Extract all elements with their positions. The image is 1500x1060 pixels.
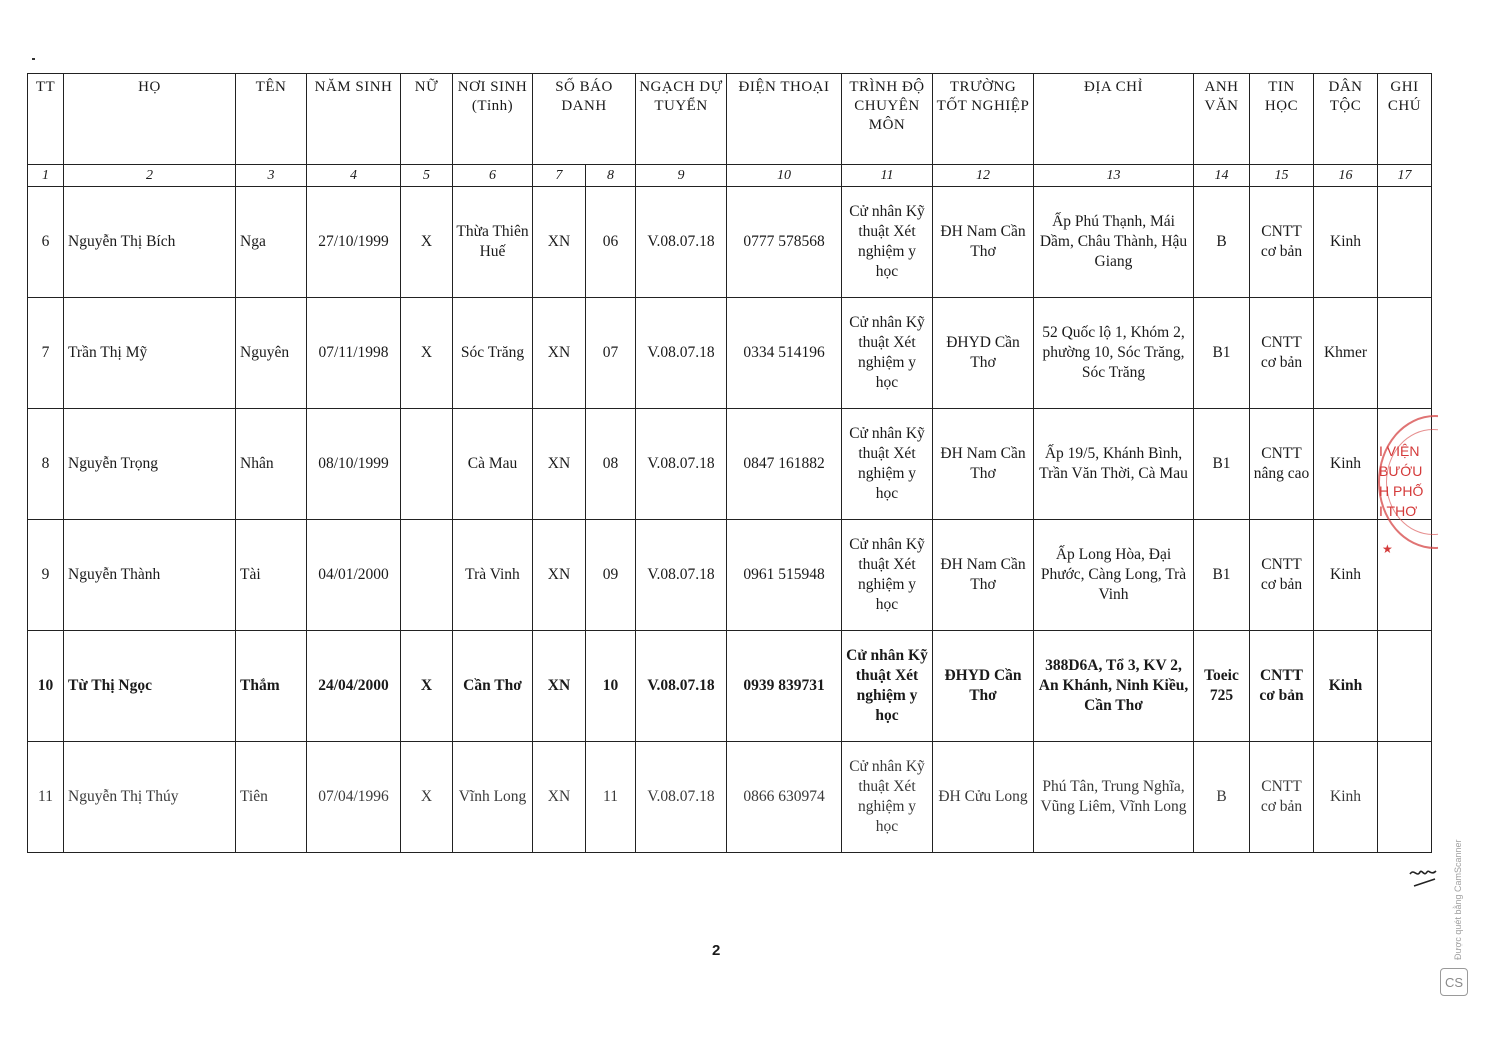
cell-dien-thoai: 0777 578568 xyxy=(727,187,842,298)
cell-ten: Tiên xyxy=(236,742,307,853)
cell-noi-sinh: Thừa Thiên Huế xyxy=(453,187,533,298)
cell-tt: 6 xyxy=(28,187,64,298)
cell-trinh-do: Cử nhân Kỹ thuật Xét nghiệm y học xyxy=(842,631,933,742)
cell-sbd-code: XN xyxy=(533,298,586,409)
scanner-watermark: Được quét bằng CamScanner xyxy=(1453,839,1463,960)
cell-truong: ĐHYD Cần Thơ xyxy=(933,631,1034,742)
cell-ho: Từ Thị Ngọc xyxy=(64,631,236,742)
cell-ten: Tài xyxy=(236,520,307,631)
cell-ngach: V.08.07.18 xyxy=(636,298,727,409)
page-number: 2 xyxy=(712,942,721,959)
cell-nu xyxy=(401,409,453,520)
cell-nam-sinh: 08/10/1999 xyxy=(307,409,401,520)
cell-anh-van: B1 xyxy=(1194,298,1250,409)
col-num: 14 xyxy=(1194,165,1250,187)
col-num: 7 xyxy=(533,165,586,187)
cell-noi-sinh: Cần Thơ xyxy=(453,631,533,742)
col-num: 8 xyxy=(586,165,636,187)
cell-dan-toc: Kinh xyxy=(1314,520,1378,631)
header-dien-thoai: ĐIỆN THOẠI xyxy=(727,74,842,165)
table-row xyxy=(28,409,1432,520)
cell-dia-chi: Phú Tân, Trung Nghĩa, Vũng Liêm, Vĩnh Long xyxy=(1034,742,1194,853)
cell-truong: ĐH Nam Cần Thơ xyxy=(933,409,1034,520)
col-num: 12 xyxy=(933,165,1034,187)
signature-mark xyxy=(1408,862,1440,894)
cell-dien-thoai: 0939 839731 xyxy=(727,631,842,742)
col-num: 2 xyxy=(64,165,236,187)
cell-ngach: V.08.07.18 xyxy=(636,409,727,520)
scan-speck xyxy=(32,58,35,60)
cell-truong: ĐH Nam Cần Thơ xyxy=(933,187,1034,298)
cell-truong: ĐH Nam Cần Thơ xyxy=(933,520,1034,631)
cell-dan-toc: Kinh xyxy=(1314,187,1378,298)
table-row xyxy=(28,631,1432,742)
col-num: 6 xyxy=(453,165,533,187)
cell-dia-chi: Ấp 19/5, Khánh Bình, Trần Văn Thời, Cà Mau xyxy=(1034,409,1194,520)
cell-sbd-code: XN xyxy=(533,520,586,631)
cell-sbd-number: 06 xyxy=(586,187,636,298)
cell-dan-toc: Kinh xyxy=(1314,742,1378,853)
camscanner-logo-icon: CS xyxy=(1440,968,1468,996)
cell-ngach: V.08.07.18 xyxy=(636,631,727,742)
cell-nam-sinh: 27/10/1999 xyxy=(307,187,401,298)
cell-tin-hoc: CNTT cơ bản xyxy=(1250,631,1314,742)
cell-ghi-chu xyxy=(1378,742,1432,853)
cell-trinh-do: Cử nhân Kỹ thuật Xét nghiệm y học xyxy=(842,742,933,853)
cell-sbd-number: 11 xyxy=(586,742,636,853)
header-tin-hoc: TIN HỌC xyxy=(1250,74,1314,165)
cell-dan-toc: Khmer xyxy=(1314,298,1378,409)
cell-dien-thoai: 0334 514196 xyxy=(727,298,842,409)
cell-sbd-code: XN xyxy=(533,631,586,742)
seal-line: I THƠ xyxy=(1379,503,1418,519)
cell-tin-hoc: CNTT cơ bản xyxy=(1250,520,1314,631)
cell-ho: Nguyễn Thị Bích xyxy=(64,187,236,298)
cell-tin-hoc: CNTT cơ bản xyxy=(1250,298,1314,409)
seal-line: BƯỚU xyxy=(1379,463,1423,479)
cell-ten: Nguyên xyxy=(236,298,307,409)
cell-ngach: V.08.07.18 xyxy=(636,520,727,631)
cell-ho: Nguyễn Thị Thúy xyxy=(64,742,236,853)
col-num: 3 xyxy=(236,165,307,187)
cell-nu xyxy=(401,520,453,631)
col-num: 16 xyxy=(1314,165,1378,187)
header-truong: TRƯỜNG TỐT NGHIỆP xyxy=(933,74,1034,165)
header-anh-van: ANH VĂN xyxy=(1194,74,1250,165)
header-nam-sinh: NĂM SINH xyxy=(307,74,401,165)
header-row xyxy=(28,74,1432,165)
cell-nam-sinh: 07/11/1998 xyxy=(307,298,401,409)
cell-anh-van: Toeic 725 xyxy=(1194,631,1250,742)
cell-truong: ĐHYD Cần Thơ xyxy=(933,298,1034,409)
header-ngach: NGẠCH DỰ TUYỂN xyxy=(636,74,727,165)
col-num: 5 xyxy=(401,165,453,187)
header-noi-sinh: NƠI SINH (Tỉnh) xyxy=(453,74,533,165)
cell-tt: 7 xyxy=(28,298,64,409)
cell-ho: Nguyễn Thành xyxy=(64,520,236,631)
header-dan-toc: DÂN TỘC xyxy=(1314,74,1378,165)
cell-trinh-do: Cử nhân Kỹ thuật Xét nghiệm y học xyxy=(842,520,933,631)
seal-line: H PHỐ xyxy=(1379,483,1424,499)
col-num: 1 xyxy=(28,165,64,187)
cell-ho: Nguyễn Trọng xyxy=(64,409,236,520)
header-ten: TÊN xyxy=(236,74,307,165)
cell-dien-thoai: 0847 161882 xyxy=(727,409,842,520)
cell-truong: ĐH Cửu Long xyxy=(933,742,1034,853)
cell-sbd-number: 09 xyxy=(586,520,636,631)
header-ghi-chu: GHI CHÚ xyxy=(1378,74,1432,165)
red-seal-stamp xyxy=(1376,415,1438,555)
cell-tin-hoc: CNTT nâng cao xyxy=(1250,409,1314,520)
cell-sbd-number: 07 xyxy=(586,298,636,409)
table-row xyxy=(28,187,1432,298)
cell-ten: Nhân xyxy=(236,409,307,520)
table-row xyxy=(28,298,1432,409)
cell-nu: X xyxy=(401,631,453,742)
cell-ngach: V.08.07.18 xyxy=(636,742,727,853)
cell-tt: 11 xyxy=(28,742,64,853)
seal-text xyxy=(1379,441,1423,521)
cell-nam-sinh: 24/04/2000 xyxy=(307,631,401,742)
header-nu: NỮ xyxy=(401,74,453,165)
column-number-row xyxy=(28,165,1432,187)
cell-nam-sinh: 04/01/2000 xyxy=(307,520,401,631)
cell-trinh-do: Cử nhân Kỹ thuật Xét nghiệm y học xyxy=(842,298,933,409)
cell-sbd-code: XN xyxy=(533,409,586,520)
cell-dia-chi: 388D6A, Tổ 3, KV 2, An Khánh, Ninh Kiều, Cần Thơ xyxy=(1034,631,1194,742)
cell-ghi-chu xyxy=(1378,187,1432,298)
cell-tt: 10 xyxy=(28,631,64,742)
cell-dia-chi: Ấp Long Hòa, Đại Phước, Càng Long, Trà Vinh xyxy=(1034,520,1194,631)
col-num: 11 xyxy=(842,165,933,187)
col-num: 10 xyxy=(727,165,842,187)
col-num: 15 xyxy=(1250,165,1314,187)
cell-tt: 8 xyxy=(28,409,64,520)
cell-tin-hoc: CNTT cơ bản xyxy=(1250,187,1314,298)
cell-nu: X xyxy=(401,742,453,853)
cell-trinh-do: Cử nhân Kỹ thuật Xét nghiệm y học xyxy=(842,409,933,520)
cell-tin-hoc: CNTT cơ bản xyxy=(1250,742,1314,853)
cell-noi-sinh: Trà Vinh xyxy=(453,520,533,631)
col-num: 4 xyxy=(307,165,401,187)
cell-noi-sinh: Sóc Trăng xyxy=(453,298,533,409)
cell-anh-van: B xyxy=(1194,187,1250,298)
cell-sbd-number: 08 xyxy=(586,409,636,520)
cell-dien-thoai: 0961 515948 xyxy=(727,520,842,631)
cell-sbd-code: XN xyxy=(533,742,586,853)
header-tt: TT xyxy=(28,74,64,165)
header-ho: HỌ xyxy=(64,74,236,165)
seal-line: I VIỆN xyxy=(1379,443,1420,459)
col-num: 9 xyxy=(636,165,727,187)
table-row xyxy=(28,742,1432,853)
cell-sbd-number: 10 xyxy=(586,631,636,742)
cell-anh-van: B xyxy=(1194,742,1250,853)
cell-noi-sinh: Cà Mau xyxy=(453,409,533,520)
header-trinh-do: TRÌNH ĐỘ CHUYÊN MÔN xyxy=(842,74,933,165)
cell-nu: X xyxy=(401,298,453,409)
cell-nu: X xyxy=(401,187,453,298)
cell-anh-van: B1 xyxy=(1194,520,1250,631)
cell-ngach: V.08.07.18 xyxy=(636,187,727,298)
cell-nam-sinh: 07/04/1996 xyxy=(307,742,401,853)
col-num: 13 xyxy=(1034,165,1194,187)
cell-tt: 9 xyxy=(28,520,64,631)
seal-star-icon: ★ xyxy=(1382,542,1393,555)
cell-ghi-chu xyxy=(1378,631,1432,742)
cell-ho: Trần Thị Mỹ xyxy=(64,298,236,409)
cell-sbd-code: XN xyxy=(533,187,586,298)
cell-noi-sinh: Vĩnh Long xyxy=(453,742,533,853)
cell-ten: Thắm xyxy=(236,631,307,742)
candidate-table xyxy=(27,73,1432,853)
cell-dia-chi: 52 Quốc lộ 1, Khóm 2, phường 10, Sóc Trăng, Sóc Trăng xyxy=(1034,298,1194,409)
cell-dien-thoai: 0866 630974 xyxy=(727,742,842,853)
cell-anh-van: B1 xyxy=(1194,409,1250,520)
cell-trinh-do: Cử nhân Kỹ thuật Xét nghiệm y học xyxy=(842,187,933,298)
cell-dan-toc: Kinh xyxy=(1314,409,1378,520)
cell-dan-toc: Kinh xyxy=(1314,631,1378,742)
table-row xyxy=(28,520,1432,631)
cell-ghi-chu xyxy=(1378,298,1432,409)
header-so-bao-danh: SỐ BÁO DANH xyxy=(533,74,636,165)
header-dia-chi: ĐỊA CHỈ xyxy=(1034,74,1194,165)
cell-dia-chi: Ấp Phú Thạnh, Mái Dầm, Châu Thành, Hậu Giang xyxy=(1034,187,1194,298)
col-num: 17 xyxy=(1378,165,1432,187)
cell-ten: Nga xyxy=(236,187,307,298)
